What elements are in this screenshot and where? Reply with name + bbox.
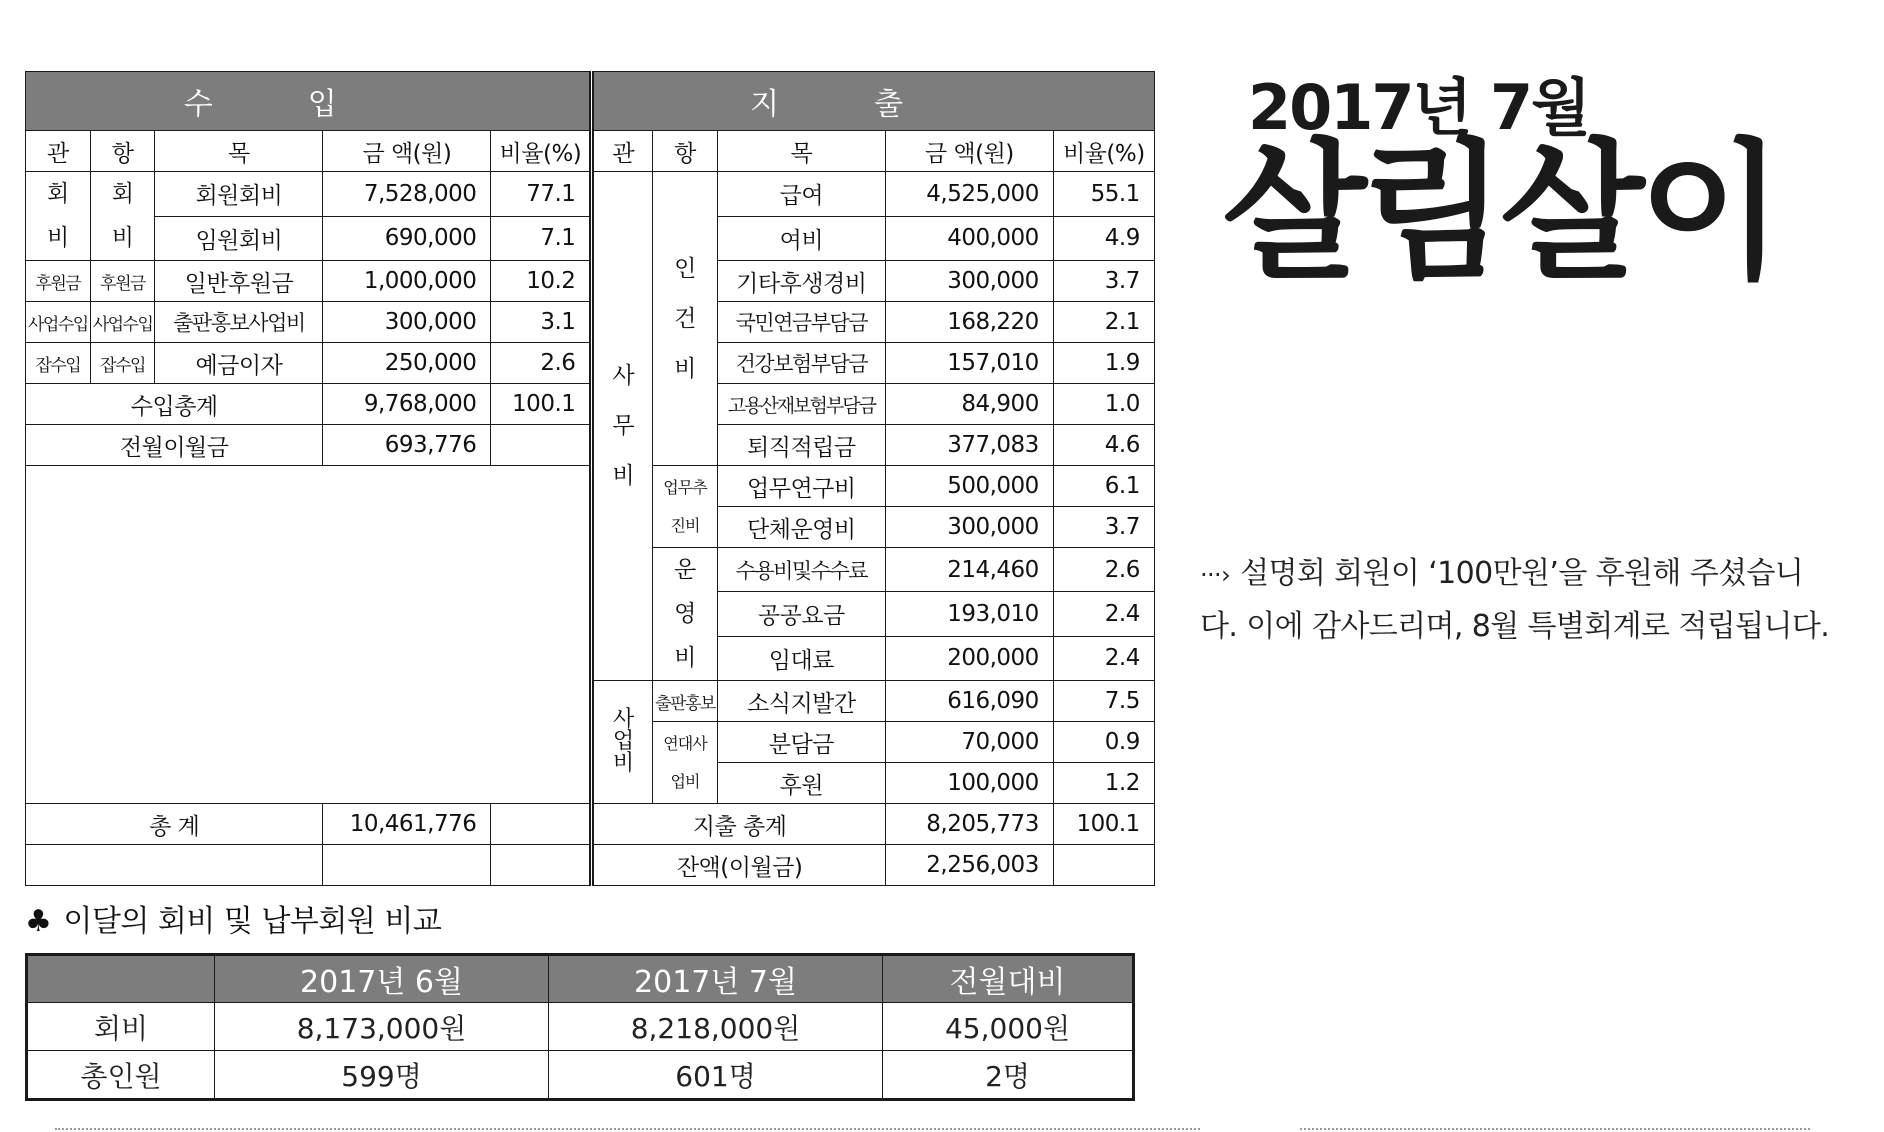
income-gwan-saeop: 사업수입	[26, 302, 91, 343]
expense-item-amount: 168,220	[885, 302, 1053, 343]
col-gwan: 관	[26, 131, 91, 172]
comparison-cell: 2명	[883, 1051, 1134, 1100]
notice-text: 설명회 회원이 ‘100만원’을 후원해 주셨습니다. 이에 감사드리며, 8월 특별회계로 적립됩니다.	[1200, 556, 1830, 644]
expense-item-amount: 300,000	[885, 507, 1053, 548]
empty-cell	[26, 845, 323, 886]
col-hang: 항	[90, 131, 155, 172]
income-item-amount: 1,000,000	[323, 261, 491, 302]
expense-item-ratio: 55.1	[1053, 172, 1154, 217]
income-gwan-japsu: 잡수입	[26, 343, 91, 384]
carryover-label: 전월이월금	[26, 425, 323, 466]
income-item-amount: 300,000	[323, 302, 491, 343]
expense-item-name: 공공요금	[717, 592, 885, 636]
arrow-icon: ···›	[1200, 561, 1231, 589]
expense-item-amount: 377,083	[885, 425, 1053, 466]
expense-gwan-samu: 사무비	[592, 172, 653, 681]
expense-item-ratio: 1.2	[1053, 763, 1154, 804]
empty-cell	[491, 845, 592, 886]
col-hang: 항	[653, 131, 718, 172]
grand-total-amount: 10,461,776	[323, 804, 491, 845]
finance-table	[25, 71, 1155, 886]
income-hang-saeop: 사업수입	[90, 302, 155, 343]
expense-item-name: 업무연구비	[717, 466, 885, 507]
income-item-ratio: 10.2	[491, 261, 592, 302]
col-amount: 금 액(원)	[885, 131, 1053, 172]
col-amount: 금 액(원)	[323, 131, 491, 172]
income-item-name: 회원회비	[155, 172, 323, 217]
comparison-row-label: 총인원	[27, 1051, 215, 1100]
dotted-divider	[55, 1128, 1200, 1130]
income-header: 수입	[26, 72, 592, 131]
balance-amount: 2,256,003	[885, 845, 1053, 886]
expense-item-name: 수용비및수수료	[717, 548, 885, 592]
expense-item-name: 급여	[717, 172, 885, 217]
expense-item-ratio: 2.4	[1053, 592, 1154, 636]
brand-title: 살림살이	[1222, 126, 1778, 300]
notice-text-block	[1200, 548, 1840, 653]
income-total-ratio: 100.1	[491, 384, 592, 425]
income-item-amount: 7,528,000	[323, 172, 491, 217]
col-mok: 목	[155, 131, 323, 172]
issue-date: 2017년 7월	[1248, 71, 1590, 144]
expense-hang-ingeon: 인건비	[653, 172, 718, 466]
income-item-ratio: 77.1	[491, 172, 592, 217]
club-icon: ♣	[25, 904, 52, 939]
comparison-title	[25, 896, 441, 940]
expense-item-amount: 300,000	[885, 261, 1053, 302]
balance-label: 잔액(이월금)	[592, 845, 885, 886]
income-item-name: 임원회비	[155, 216, 323, 261]
expense-hang-chulpan: 출판홍보	[653, 681, 718, 722]
comparison-cell: 45,000원	[883, 1003, 1134, 1051]
col-gwan: 관	[592, 131, 653, 172]
expense-hang-eopmu: 업무추진비	[653, 466, 718, 548]
income-item-name: 예금이자	[155, 343, 323, 384]
income-item-amount: 250,000	[323, 343, 491, 384]
comparison-table	[25, 953, 1135, 1101]
expense-item-name: 후원	[717, 763, 885, 804]
expense-item-ratio: 2.6	[1053, 548, 1154, 592]
carryover-ratio	[491, 425, 592, 466]
expense-total-amount: 8,205,773	[885, 804, 1053, 845]
expense-gwan-saeop: 사업비	[592, 681, 653, 804]
empty-cell	[323, 845, 491, 886]
income-item-name: 출판홍보사업비	[155, 302, 323, 343]
comparison-header: 2017년 6월	[215, 955, 549, 1003]
expense-item-amount: 400,000	[885, 216, 1053, 261]
col-ratio: 비율(%)	[491, 131, 592, 172]
income-total-label: 수입총계	[26, 384, 323, 425]
expense-total-ratio: 100.1	[1053, 804, 1154, 845]
expense-item-amount: 616,090	[885, 681, 1053, 722]
expense-item-amount: 500,000	[885, 466, 1053, 507]
expense-item-ratio: 2.4	[1053, 636, 1154, 680]
expense-total-label: 지출 총계	[592, 804, 885, 845]
expense-item-amount: 84,900	[885, 384, 1053, 425]
income-hang-hoebi: 회비	[90, 172, 155, 261]
expense-item-ratio: 1.0	[1053, 384, 1154, 425]
comparison-cell: 601명	[549, 1051, 883, 1100]
expense-item-name: 건강보험부담금	[717, 343, 885, 384]
comparison-row-label: 회비	[27, 1003, 215, 1051]
income-gwan-huwon: 후원금	[26, 261, 91, 302]
expense-item-amount: 193,010	[885, 592, 1053, 636]
expense-item-ratio: 4.9	[1053, 216, 1154, 261]
expense-item-ratio: 2.1	[1053, 302, 1154, 343]
income-gwan-hoebi: 회비	[26, 172, 91, 261]
expense-item-ratio: 4.6	[1053, 425, 1154, 466]
expense-item-amount: 214,460	[885, 548, 1053, 592]
expense-item-name: 단체운영비	[717, 507, 885, 548]
expense-item-ratio: 7.5	[1053, 681, 1154, 722]
comparison-cell: 599명	[215, 1051, 549, 1100]
expense-item-name: 퇴직적립금	[717, 425, 885, 466]
expense-item-amount: 4,525,000	[885, 172, 1053, 217]
expense-item-amount: 70,000	[885, 722, 1053, 763]
comparison-title-text: 이달의 회비 및 납부회원 비교	[63, 904, 442, 939]
empty-cell	[1053, 845, 1154, 886]
expense-header: 지출	[592, 72, 1154, 131]
income-total-amount: 9,768,000	[323, 384, 491, 425]
comparison-header	[27, 955, 215, 1003]
expense-item-ratio: 0.9	[1053, 722, 1154, 763]
grand-total-ratio	[491, 804, 592, 845]
col-ratio: 비율(%)	[1053, 131, 1154, 172]
expense-item-amount: 200,000	[885, 636, 1053, 680]
col-mok: 목	[717, 131, 885, 172]
income-item-name: 일반후원금	[155, 261, 323, 302]
expense-hang-yeondae: 연대사업비	[653, 722, 718, 804]
expense-hang-unyeong: 운영비	[653, 548, 718, 681]
expense-item-ratio: 6.1	[1053, 466, 1154, 507]
comparison-header: 전월대비	[883, 955, 1134, 1003]
dotted-divider	[1300, 1128, 1810, 1130]
expense-item-name: 여비	[717, 216, 885, 261]
expense-item-name: 임대료	[717, 636, 885, 680]
comparison-header: 2017년 7월	[549, 955, 883, 1003]
carryover-amount: 693,776	[323, 425, 491, 466]
expense-item-amount: 157,010	[885, 343, 1053, 384]
expense-item-ratio: 3.7	[1053, 507, 1154, 548]
comparison-cell: 8,173,000원	[215, 1003, 549, 1051]
income-hang-japsu: 잡수입	[90, 343, 155, 384]
expense-item-ratio: 3.7	[1053, 261, 1154, 302]
expense-item-name: 소식지발간	[717, 681, 885, 722]
income-item-amount: 690,000	[323, 216, 491, 261]
income-blank-area	[26, 466, 592, 804]
expense-item-name: 고용산재보험부담금	[717, 384, 885, 425]
expense-item-amount: 100,000	[885, 763, 1053, 804]
comparison-cell: 8,218,000원	[549, 1003, 883, 1051]
income-hang-huwon: 후원금	[90, 261, 155, 302]
grand-total-label: 총 계	[26, 804, 323, 845]
income-item-ratio: 2.6	[491, 343, 592, 384]
income-item-ratio: 3.1	[491, 302, 592, 343]
expense-item-name: 기타후생경비	[717, 261, 885, 302]
expense-item-name: 국민연금부담금	[717, 302, 885, 343]
expense-item-ratio: 1.9	[1053, 343, 1154, 384]
income-item-ratio: 7.1	[491, 216, 592, 261]
expense-item-name: 분담금	[717, 722, 885, 763]
